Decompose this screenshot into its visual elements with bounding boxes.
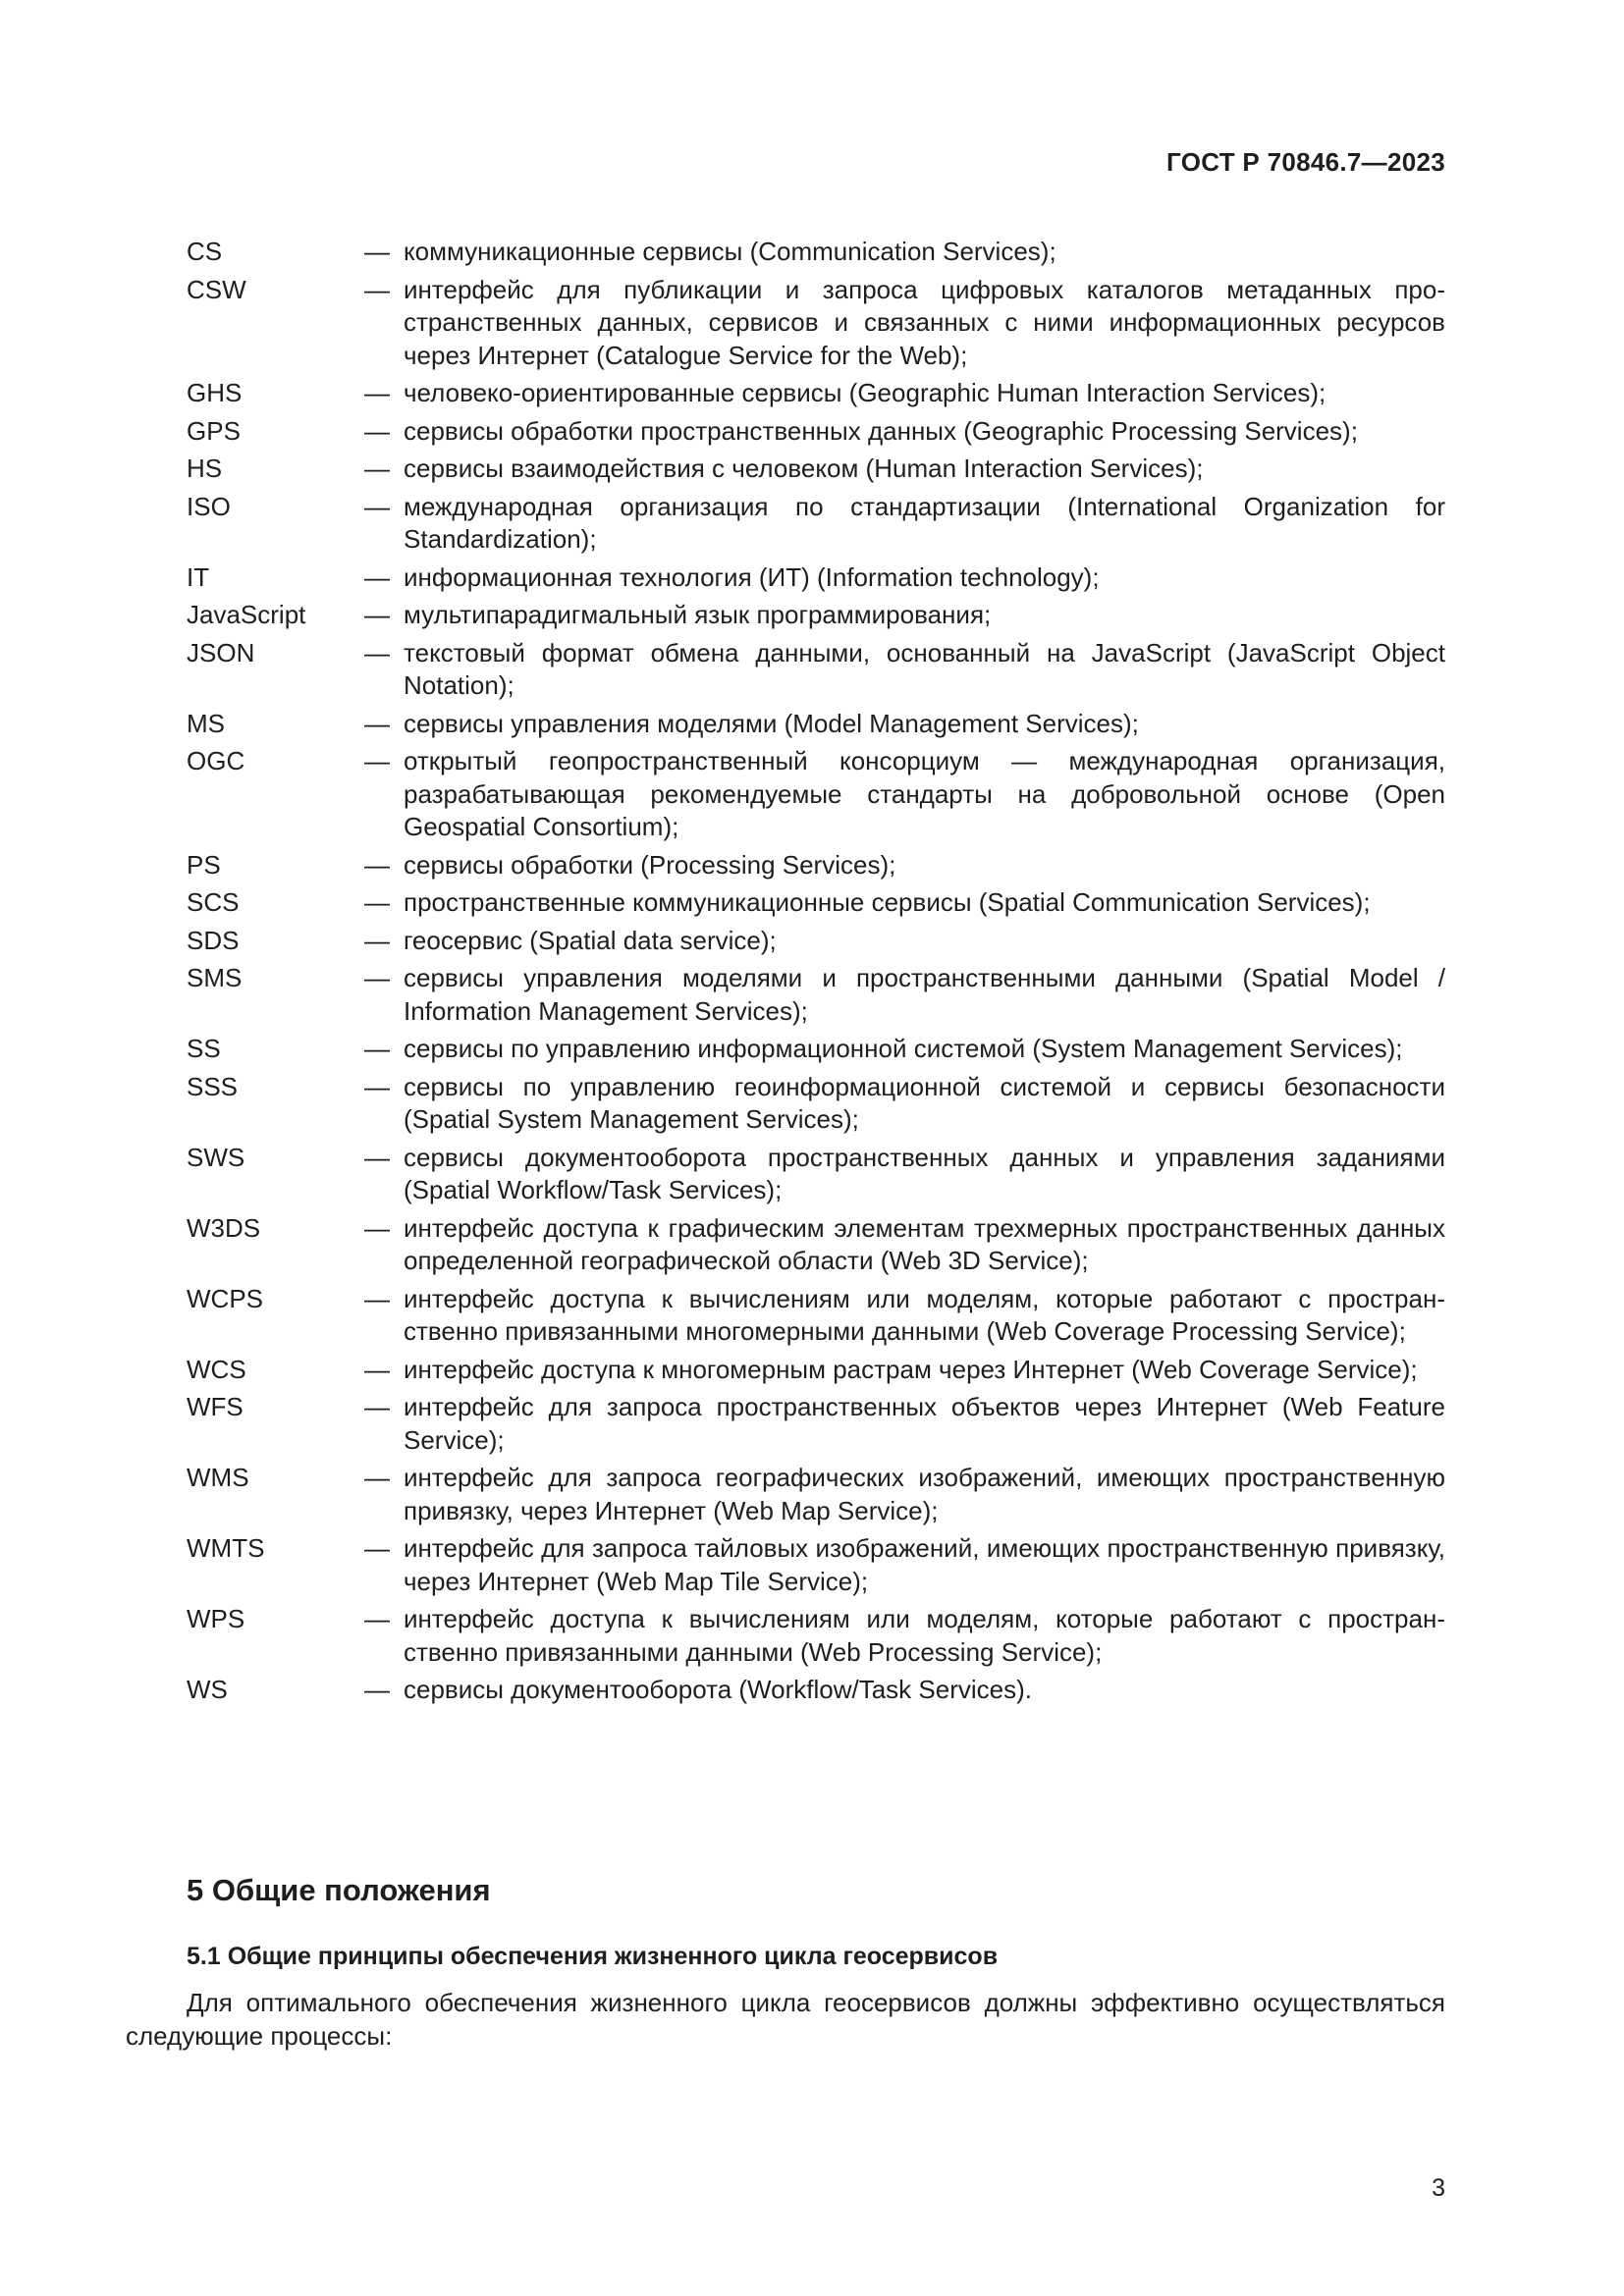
abbreviation-dash: — <box>364 637 390 667</box>
abbreviation-definition: интерфейс для запроса пространственных объектов через Интернет (Web Feature Service); <box>404 1392 1445 1455</box>
standard-id-header: ГОСТ Р 70846.7—2023 <box>1166 147 1445 177</box>
abbreviation-row <box>187 708 1445 741</box>
abbreviation-term: ISO <box>187 491 231 521</box>
abbreviation-row <box>187 925 1445 958</box>
abbreviation-dash: — <box>364 454 390 483</box>
abbreviation-dash: — <box>364 600 390 629</box>
abbreviation-row <box>187 1532 1445 1598</box>
abbreviation-term: SDS <box>187 925 240 955</box>
section-title: 5 Общие положения <box>187 1873 491 1907</box>
abbreviation-term: GPS <box>187 415 241 446</box>
abbreviation-row <box>187 491 1445 557</box>
abbreviation-definition: сервисы по управлению геоинформационной системой и сервисы безопасности (Spatial System Management Services); <box>404 1071 1445 1134</box>
page-number: 3 <box>1432 2174 1445 2202</box>
abbreviation-term: MS <box>187 708 225 738</box>
abbreviation-term: IT <box>187 561 210 592</box>
abbreviation-term: SWS <box>187 1142 245 1172</box>
abbreviation-definition: интерфейс доступа к графическим элементам трехмерных пространственных данных определенной географической области (Web 3D Service); <box>404 1212 1445 1275</box>
abbreviation-dash: — <box>364 1354 390 1384</box>
abbreviation-term: WS <box>187 1675 228 1704</box>
abbreviation-definition: человеко-ориентированные сервисы (Geographic Human Interaction Services); <box>404 378 1326 407</box>
abbreviation-term: CSW <box>187 274 246 304</box>
abbreviation-term: W3DS <box>187 1212 261 1243</box>
abbreviation-dash: — <box>364 1392 390 1421</box>
abbreviation-dash: — <box>364 237 390 266</box>
abbreviation-definition: сервисы управления моделями и пространственными данными (Spatial Model / Information Management Services); <box>404 963 1445 1026</box>
abbreviation-row <box>187 561 1445 595</box>
abbreviation-definition: коммуникационные сервисы (Communication Services); <box>404 237 1056 266</box>
abbreviation-row <box>187 962 1445 1028</box>
abbreviation-row <box>187 415 1445 449</box>
abbreviation-definition: международная организация по стандартизации (International Organization for Standardization); <box>404 491 1445 554</box>
abbreviation-term: WCPS <box>187 1283 263 1313</box>
abbreviation-term: JavaScript <box>187 600 306 629</box>
abbreviation-term: SSS <box>187 1071 239 1101</box>
abbreviation-dash: — <box>364 561 390 592</box>
abbreviation-definition: интерфейс для запроса тайловых изображений, имеющих пространственную привязку, через Интернет (Web Map Tile Service); <box>404 1533 1445 1596</box>
abbreviation-definition: интерфейс доступа к многомерным растрам через Интернет (Web Coverage Service); <box>404 1354 1418 1384</box>
abbreviation-term: WPS <box>187 1604 245 1633</box>
abbreviation-definition: открытый геопространственный консорциум — международная организация, разрабатывающая рекомендуемые стандарты на добровольной основе (Open Geospatial Consortium); <box>404 746 1445 841</box>
abbreviation-definition: интерфейс для запроса географических изображений, имеющих пространственную привязку, через Интернет (Web Map Service); <box>404 1463 1445 1525</box>
abbreviation-dash: — <box>364 1283 390 1313</box>
abbreviation-definition: сервисы обработки (Processing Services); <box>404 849 896 880</box>
abbreviation-term: WMTS <box>187 1533 265 1563</box>
abbreviation-dash: — <box>364 415 390 446</box>
abbreviation-row <box>187 745 1445 844</box>
abbreviation-row <box>187 1212 1445 1278</box>
abbreviation-dash: — <box>364 1533 390 1563</box>
abbreviation-definition: интерфейс для публикации и запроса цифровых каталогов метаданных пространственных данных, сервисов и связанных с ними информационных ресурсов через Интернет (Catalogue Service for the Web); <box>404 274 1445 370</box>
abbreviations-list <box>187 236 1445 1712</box>
abbreviation-row <box>187 377 1445 410</box>
abbreviation-row <box>187 599 1445 632</box>
abbreviation-definition: сервисы управления моделями (Model Management Services); <box>404 708 1139 738</box>
abbreviation-dash: — <box>364 887 390 917</box>
abbreviation-term: WCS <box>187 1354 246 1384</box>
abbreviation-definition: мультипарадигмальный язык программирования; <box>404 600 992 629</box>
abbreviation-dash: — <box>364 849 390 880</box>
abbreviation-row <box>187 274 1445 373</box>
abbreviation-row <box>187 1033 1445 1066</box>
abbreviation-term: JSON <box>187 637 255 667</box>
abbreviation-definition: сервисы по управлению информационной системой (System Management Services); <box>404 1034 1403 1063</box>
abbreviation-dash: — <box>364 378 390 407</box>
abbreviation-row <box>187 886 1445 920</box>
abbreviation-term: CS <box>187 237 223 266</box>
abbreviation-dash: — <box>364 1142 390 1172</box>
abbreviation-definition: сервисы документооборота пространственных данных и управления заданиями (Spatial Workflow/Task Services); <box>404 1142 1445 1204</box>
abbreviation-term: HS <box>187 454 223 483</box>
abbreviation-row <box>187 637 1445 703</box>
abbreviation-dash: — <box>364 1675 390 1704</box>
abbreviation-definition: интерфейс доступа к вычислениям или моделям, которые работают с пространственно привязанными данными (Web Processing Service); <box>404 1604 1445 1667</box>
abbreviation-dash: — <box>364 746 390 775</box>
abbreviation-dash: — <box>364 1034 390 1063</box>
abbreviation-definition: пространственные коммуникационные сервисы (Spatial Communication Services); <box>404 887 1371 917</box>
subsection-title: 5.1 Общие принципы обеспечения жизненного цикла геосервисов <box>187 1943 999 1970</box>
abbreviation-row <box>187 1462 1445 1527</box>
abbreviation-definition: сервисы взаимодействия с человеком (Human Interaction Services); <box>404 454 1204 483</box>
abbreviation-dash: — <box>364 274 390 304</box>
abbreviation-row <box>187 236 1445 269</box>
abbreviation-dash: — <box>364 1212 390 1243</box>
abbreviation-dash: — <box>364 925 390 955</box>
abbreviation-term: WFS <box>187 1392 244 1421</box>
abbreviation-term: SS <box>187 1034 221 1063</box>
abbreviation-row <box>187 1603 1445 1669</box>
abbreviation-term: PS <box>187 849 221 880</box>
abbreviation-definition: сервисы документооборота (Workflow/Task Services). <box>404 1675 1032 1704</box>
abbreviation-dash: — <box>364 1071 390 1101</box>
abbreviation-dash: — <box>364 963 390 992</box>
abbreviation-term: SMS <box>187 963 243 992</box>
abbreviation-definition: геосервис (Spatial data service); <box>404 925 777 955</box>
abbreviation-row <box>187 1142 1445 1207</box>
abbreviation-row <box>187 1071 1445 1137</box>
abbreviation-term: OGC <box>187 746 245 775</box>
abbreviation-dash: — <box>364 708 390 738</box>
abbreviation-definition: интерфейс доступа к вычислениям или моделям, которые работают с пространственно привязанными многомерными данными (Web Coverage Processing Service); <box>404 1283 1445 1346</box>
abbreviation-row <box>187 453 1445 486</box>
abbreviation-row <box>187 849 1445 882</box>
abbreviation-row <box>187 1391 1445 1457</box>
abbreviation-term: WMS <box>187 1463 249 1492</box>
abbreviation-dash: — <box>364 491 390 521</box>
abbreviation-term: SCS <box>187 887 240 917</box>
abbreviation-term: GHS <box>187 378 243 407</box>
abbreviation-row <box>187 1283 1445 1349</box>
abbreviation-row <box>187 1354 1445 1387</box>
abbreviation-dash: — <box>364 1463 390 1492</box>
abbreviation-definition: текстовый формат обмена данными, основанный на JavaScript (JavaScript Object Notation); <box>404 637 1445 700</box>
abbreviation-definition: информационная технология (ИТ) (Information technology); <box>404 561 1100 592</box>
abbreviation-row <box>187 1674 1445 1707</box>
body-paragraph: Для оптимального обеспечения жизненного цикла геосервисов должны эффективно осуществляться следующие процессы: <box>126 1988 1445 2051</box>
abbreviation-definition: сервисы обработки пространственных данных (Geographic Processing Services); <box>404 415 1358 446</box>
abbreviation-dash: — <box>364 1604 390 1633</box>
